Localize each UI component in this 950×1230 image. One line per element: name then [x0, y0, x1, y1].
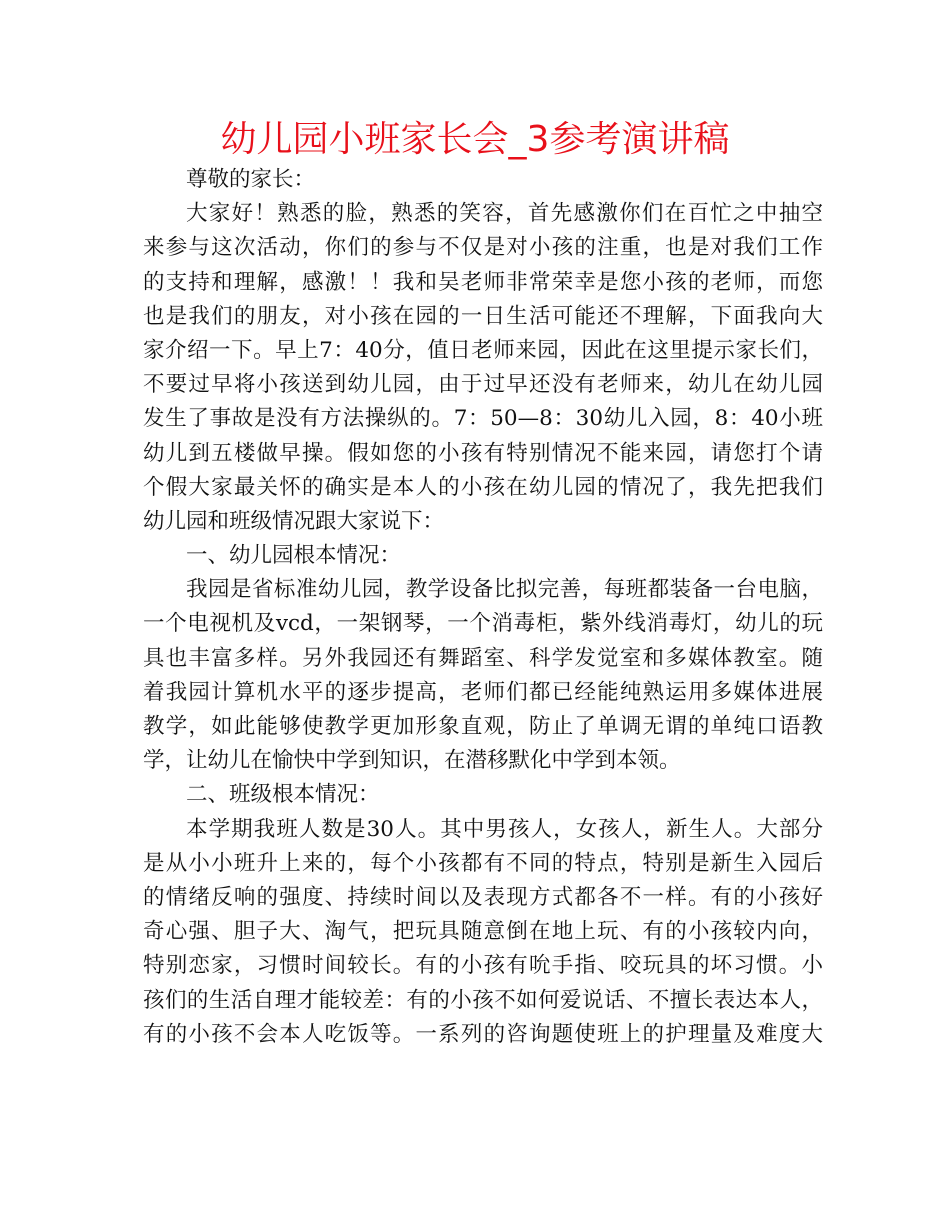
- paragraph-line: 本学期我班人数是30人。其中男孩人，女孩人，新生人。大部分: [186, 816, 823, 842]
- salutation: 尊敬的家长：: [186, 167, 316, 192]
- paragraph-line: 具也丰富多样。另外我园还有舞蹈室、科学发觉室和多媒体教室。随: [143, 645, 823, 671]
- paragraph-line: 不要过早将小孩送到幼儿园，由于过早还没有老师来，幼儿在幼儿园: [143, 372, 823, 398]
- document-body: [143, 163, 823, 1052]
- paragraph-line: 特别恋家，习惯时间较长。有的小孩有吮手指、咬玩具的坏习惯。小: [143, 953, 823, 979]
- paragraph-line: 幼儿到五楼做早操。假如您的小孩有特别情况不能来园，请您打个请: [143, 440, 823, 466]
- paragraph-line: 来参与这次活动，你们的参与不仅是对小孩的注重，也是对我们工作: [143, 235, 823, 261]
- paragraph-line: 也是我们的朋友，对小孩在园的一日生活可能还不理解，下面我向大: [143, 303, 823, 329]
- paragraph-line: 一个电视机及vcd，一架钢琴，一个消毒柜，紫外线消毒灯，幼儿的玩: [143, 611, 823, 637]
- paragraph-line: 孩们的生活自理才能较差：有的小孩不如何爱说话、不擅长表达本人，: [143, 987, 823, 1013]
- paragraph-line: 教学，如此能够使教学更加形象直观，防止了单调无谓的单纯口语教: [143, 714, 823, 739]
- paragraph-line: 的情绪反响的强度、持续时间以及表现方式都各不一样。有的小孩好: [143, 884, 823, 910]
- paragraph-line: 奇心强、胆子大、淘气，把玩具随意倒在地上玩、有的小孩较内向，: [143, 919, 823, 945]
- paragraph-line: 个假大家最关怀的确实是本人的小孩在幼儿园的情况了，我先把我们: [143, 474, 823, 500]
- paragraph-line: 有的小孩不会本人吃饭等。一系列的咨询题使班上的护理量及难度大: [143, 1021, 823, 1047]
- section-heading: 一、幼儿园根本情况：: [186, 543, 402, 569]
- paragraph-line: 发生了事故是没有方法操纵的。7：50—8：30幼儿入园，8：40小班: [143, 406, 823, 432]
- paragraph-line: 大家好！熟悉的脸，熟悉的笑容，首先感激你们在百忙之中抽空: [186, 201, 823, 227]
- paragraph-line: 是从小小班升上来的，每个小孩都有不同的特点，特别是新生入园后: [143, 850, 823, 876]
- paragraph-line: 我园是省标准幼儿园，教学设备比拟完善，每班都装备一台电脑，: [186, 577, 823, 603]
- document-title: 幼儿园小班家长会_3参考演讲稿: [220, 119, 730, 160]
- section-heading: 二、班级根本情况：: [186, 782, 380, 808]
- paragraph-line: 学，让幼儿在愉快中学到知识，在潜移默化中学到本领。: [143, 748, 681, 774]
- paragraph-line: 的支持和理解，感激！！我和吴老师非常荣幸是您小孩的老师，而您: [143, 269, 823, 295]
- paragraph-line: 幼儿园和班级情况跟大家说下：: [143, 508, 445, 534]
- paragraph-line: 家介绍一下。早上7：40分，值日老师来园，因此在这里提示家长们，: [143, 337, 823, 363]
- paragraph-line: 着我园计算机水平的逐步提高，老师们都已经能纯熟运用多媒体进展: [143, 679, 823, 705]
